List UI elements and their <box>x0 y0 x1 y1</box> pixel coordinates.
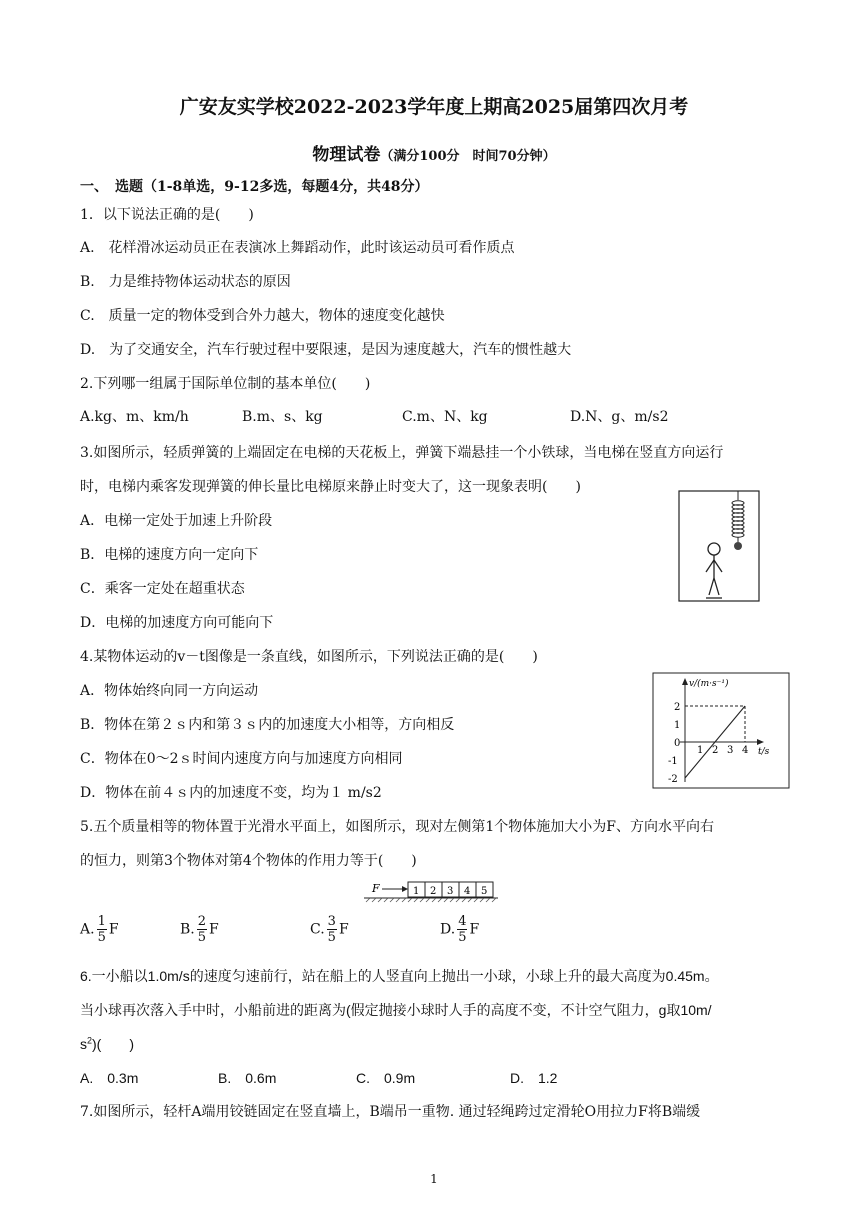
q5-option-d <box>440 914 479 945</box>
v-axis-arrow <box>682 678 688 685</box>
block-2: 2 <box>430 886 437 897</box>
block-3: 3 <box>447 886 454 897</box>
q5-option-d-suffix: F <box>469 921 480 938</box>
q2-option-c: C.m、N、kg <box>402 409 488 425</box>
q4-option-b: B．物体在第２ｓ内和第３ｓ内的加速度大小相等，方向相反 <box>80 717 455 733</box>
q6-option-a: A. 0.3m <box>80 1070 139 1086</box>
spring-coils <box>732 501 744 537</box>
q5-option-b-suffix: F <box>209 921 219 938</box>
page-number: 1 <box>430 1172 438 1186</box>
q5-option-b-den: 5 <box>197 930 207 945</box>
q4-option-a: A．物体始终向同一方向运动 <box>80 683 259 699</box>
blocks-figure <box>362 880 502 904</box>
block-5: 5 <box>481 886 488 897</box>
force-label: F <box>372 882 380 895</box>
section-heading: 一、 选题（1-8单选，9-12多选，每题4分，共48分） <box>80 179 429 195</box>
q6-option-d: D. 1.2 <box>510 1070 558 1086</box>
q3-option-b: B．电梯的速度方向一定向下 <box>80 547 259 563</box>
q4-option-d: D．物体在前４ｓ内的加速度不变，均为１ m/s2 <box>80 785 382 801</box>
passenger-figure <box>706 543 722 598</box>
q5-option-a-suffix: F <box>108 921 119 938</box>
q1-option-b: B. 力是维持物体运动状态的原因 <box>80 274 291 290</box>
t-axis-arrow <box>757 739 764 745</box>
q7-stem-line1: 7.如图所示，轻杆A端用铰链固定在竖直墙上，B端吊一重物. 通过轻绳跨过定滑轮O用拉力F将B端缓 <box>80 1104 701 1120</box>
exam-title: 广安友实学校2022-2023学年度上期高2025届第四次月考 <box>179 96 689 118</box>
q5-option-c-den: 5 <box>327 930 336 945</box>
block-4: 4 <box>464 886 471 897</box>
q5-option-c-suffix: F <box>338 921 349 938</box>
q6-stem-line3 <box>80 1034 134 1054</box>
block-1: 1 <box>413 886 420 897</box>
q5-option-a-prefix: A. <box>80 921 95 938</box>
q5-option-a-num: 1 <box>97 914 106 929</box>
ground-hatch <box>366 898 496 902</box>
q3-option-a: A．电梯一定处于加速上升阶段 <box>80 513 273 529</box>
ytick-1: 1 <box>674 720 681 731</box>
q3-stem-line2: 时，电梯内乘客发现弹簧的伸长量比电梯原来静止时变大了，这一现象表明( ) <box>80 479 581 495</box>
q5-option-d-prefix: D. <box>440 921 456 938</box>
q5-option-a-den: 5 <box>97 930 106 945</box>
q3-option-c: C．乘客一定处在超重状态 <box>80 581 245 597</box>
q1-option-c: C. 质量一定的物体受到合外力越大，物体的速度变化越快 <box>80 308 445 324</box>
xtick-4: 4 <box>742 745 749 756</box>
ytick-neg1: -1 <box>668 756 678 767</box>
q3-stem-line1: 3.如图所示，轻质弹簧的上端固定在电梯的天花板上，弹簧下端悬挂一个小铁球，当电梯在竖直方向运行 <box>80 445 724 461</box>
force-arrow-head <box>402 886 408 892</box>
q1-option-d: D. 为了交通安全，汽车行驶过程中要限速，是因为速度越大，汽车的惯性越大 <box>80 342 572 358</box>
subtitle-main: 物理试卷 <box>312 145 381 165</box>
elevator-figure <box>678 490 760 602</box>
q1-stem: 1．以下说法正确的是( ) <box>80 207 254 223</box>
iron-ball <box>734 542 742 550</box>
q5-option-d-num: 4 <box>458 914 467 929</box>
q2-option-a: A.kg、m、km/h <box>80 409 189 425</box>
q2-option-b: B.m、s、kg <box>242 409 323 425</box>
xtick-3: 3 <box>727 745 734 756</box>
q5-stem-line1: 5.五个质量相等的物体置于光滑水平面上，如图所示，现对左侧第1个物体施加大小为F、方向水平向右 <box>80 819 714 835</box>
q2-option-d: D.N、g、m/s2 <box>570 409 669 425</box>
q6-stem-line1: 6.一小船以1.0m/s的速度匀速前行，站在船上的人竖直向上抛出一小球，小球上升的最大高度为0.45m。 <box>80 968 719 984</box>
q5-option-c <box>310 914 349 945</box>
q1-option-a: A. 花样滑冰运动员正在表演冰上舞蹈动作，此时该运动员可看作质点 <box>80 240 515 256</box>
ytick-0: 0 <box>674 738 681 749</box>
exam-subtitle <box>0 140 868 165</box>
q3-option-d: D．电梯的加速度方向可能向下 <box>80 615 274 631</box>
xtick-1: 1 <box>697 745 704 756</box>
q6-stem-tail: )( ) <box>92 1036 135 1052</box>
q5-stem-line2: 的恒力，则第3个物体对第4个物体的作用力等于( ) <box>80 853 417 869</box>
q4-stem: 4.某物体运动的v－t图像是一条直线，如图所示，下列说法正确的是( ) <box>80 649 538 665</box>
q5-option-d-den: 5 <box>458 930 467 945</box>
subtitle-note: （满分100分 时间70分钟） <box>380 149 556 164</box>
ytick-neg2: -2 <box>668 774 678 785</box>
q2-stem: 2.下列哪一组属于国际单位制的基本单位( ) <box>80 376 371 392</box>
v-axis-label: v/(m·s⁻¹) <box>689 679 729 689</box>
q5-option-b-num: 2 <box>197 914 207 929</box>
t-axis-label: t/s <box>758 747 770 757</box>
q5-option-a <box>80 914 119 945</box>
xtick-2: 2 <box>712 745 719 756</box>
q5-option-b <box>180 914 219 945</box>
q4-option-c: C．物体在0～2ｓ时间内速度方向与加速度方向相同 <box>80 751 403 767</box>
q5-option-b-prefix: B. <box>180 921 195 938</box>
vt-graph <box>652 672 792 790</box>
ytick-2: 2 <box>674 702 681 713</box>
q6-option-b: B. 0.6m <box>218 1070 277 1086</box>
q6-option-c: C. 0.9m <box>356 1070 416 1086</box>
q5-option-c-prefix: C. <box>310 921 325 938</box>
q5-option-c-num: 3 <box>327 914 336 929</box>
q6-unit-s: s <box>80 1036 87 1052</box>
q6-stem-line2: 当小球再次落入手中时，小船前进的距离为(假定抛接小球时人手的高度不变，不计空气阻力，g取10m/ <box>80 1002 712 1018</box>
q6-unit-exponent: 2 <box>87 1035 93 1046</box>
